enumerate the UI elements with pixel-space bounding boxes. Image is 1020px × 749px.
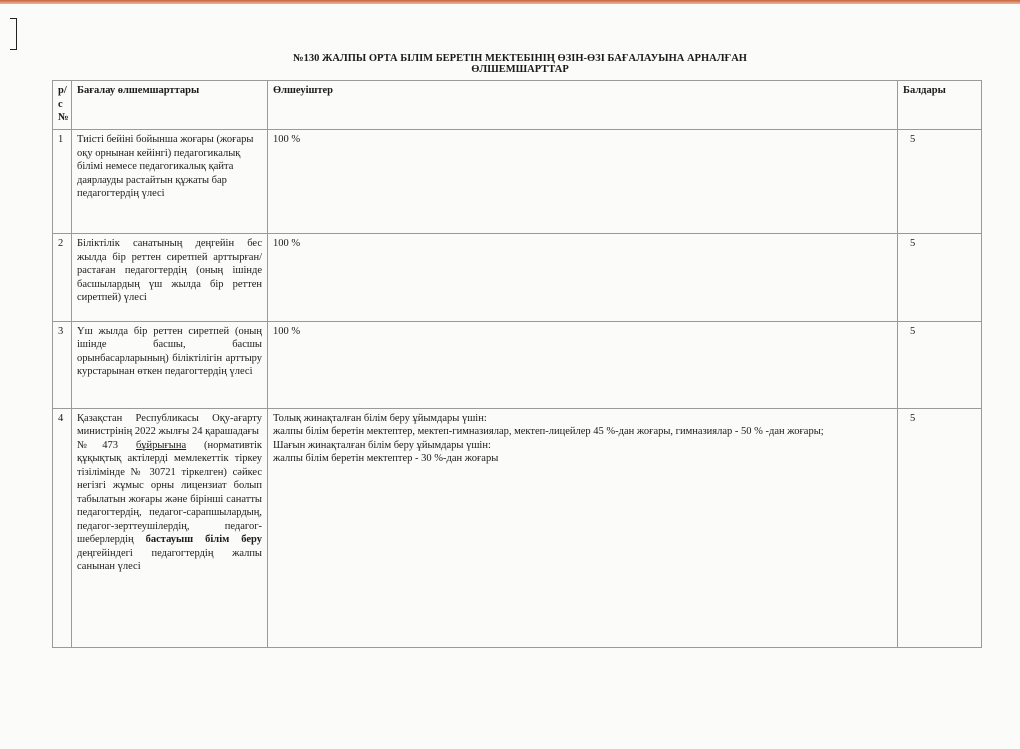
measure-line: Толық жинақталған білім беру ұйымдары үшін: — [273, 412, 487, 424]
header-criteria: Бағалау өлшемшарттары — [72, 81, 268, 130]
page-top-edge — [0, 0, 1020, 4]
header-measures: Өлшеуіштер — [268, 81, 898, 130]
row-points: 5 — [898, 321, 982, 408]
measure-line: жалпы білім беретін мектептер - 30 %-дан жоғары — [273, 453, 499, 465]
row-criteria: Тиісті бейіні бойынша жоғары (жоғары оқу орнынан кейінгі) педагогикалық білімі немесе педагогикалық қайта даярлауды растайтын құжаты бар педагогтердің үлесі — [72, 130, 268, 234]
order-link-text: бұйрығына — [135, 439, 187, 451]
header-points: Балдары — [898, 81, 982, 130]
row-measure: 100 % — [268, 234, 898, 321]
row-measure: 100 % — [268, 130, 898, 234]
row-criteria: Үш жылда бір реттен сиретпей (оның ішінде басшы, басшы орынбасарларының) біліктілігін арттыру курстарынан өткен педагогтердің үлесі — [72, 321, 268, 408]
row-measure — [268, 408, 898, 647]
row-num: 1 — [53, 130, 72, 234]
table-row — [53, 130, 982, 234]
row-num: 3 — [53, 321, 72, 408]
row-points: 5 — [898, 234, 982, 321]
table-row — [53, 321, 982, 408]
measure-line: Шағын жинақталған білім беру ұйымдары үшін: — [273, 439, 491, 451]
row-num: 4 — [53, 408, 72, 647]
title-line-1: №130 ЖАЛПЫ ОРТА БІЛІМ БЕРЕТІН МЕКТЕБІНІҢ ӨЗІН-ӨЗІ БАҒАЛАУЫНА АРНАЛҒАН — [293, 53, 747, 64]
title-line-2: ӨЛШЕМШАРТТАР — [471, 64, 569, 75]
criteria-emphasis: бастауыш білім беру — [145, 534, 262, 546]
criteria-table — [52, 80, 982, 648]
row-points: 5 — [898, 130, 982, 234]
table-row — [53, 408, 982, 647]
header-num: р/с № — [53, 81, 72, 130]
row-points: 5 — [898, 408, 982, 647]
row-criteria — [72, 408, 268, 647]
criteria-text: деңгейіндегі педагогтердің жалпы санынан үлесі — [77, 547, 262, 573]
row-measure: 100 % — [268, 321, 898, 408]
table-header-row — [53, 81, 982, 130]
row-criteria: Біліктілік санатының деңгейін бес жылда бір реттен сиретпей арттырған/растаған педагогтердің (оның ішінде басшылардың үш жылда бір реттен сиретпей) үлесі — [72, 234, 268, 321]
row-num: 2 — [53, 234, 72, 321]
table-row — [53, 234, 982, 321]
criteria-text: №473 — [77, 439, 136, 451]
criteria-text: Қазақстан Республикасы Оқу-ағарту министрінің 2022 жылғы 24 қарашадағы — [77, 412, 262, 438]
criteria-text: (нормативтік құқықтық актілерді мемлекеттік тіркеу тізілімінде № 30721 тіркелген) сәйкес негізгі жұмыс орны лицензиат болып табылатын жоғары және бірінші санатты педагогтердің, педагог-сарапшылардың, педагог-зерттеушілердің, педагог-шеберлердің — [77, 439, 262, 546]
measure-line: жалпы білім беретін мектептер, мектеп-гимназиялар, мектеп-лицейлер 45 %-дан жоғары, гимназиялар - 50 % -дан жоғары; — [273, 426, 824, 438]
binding-bracket-mark — [10, 18, 17, 50]
document-title — [240, 53, 800, 75]
